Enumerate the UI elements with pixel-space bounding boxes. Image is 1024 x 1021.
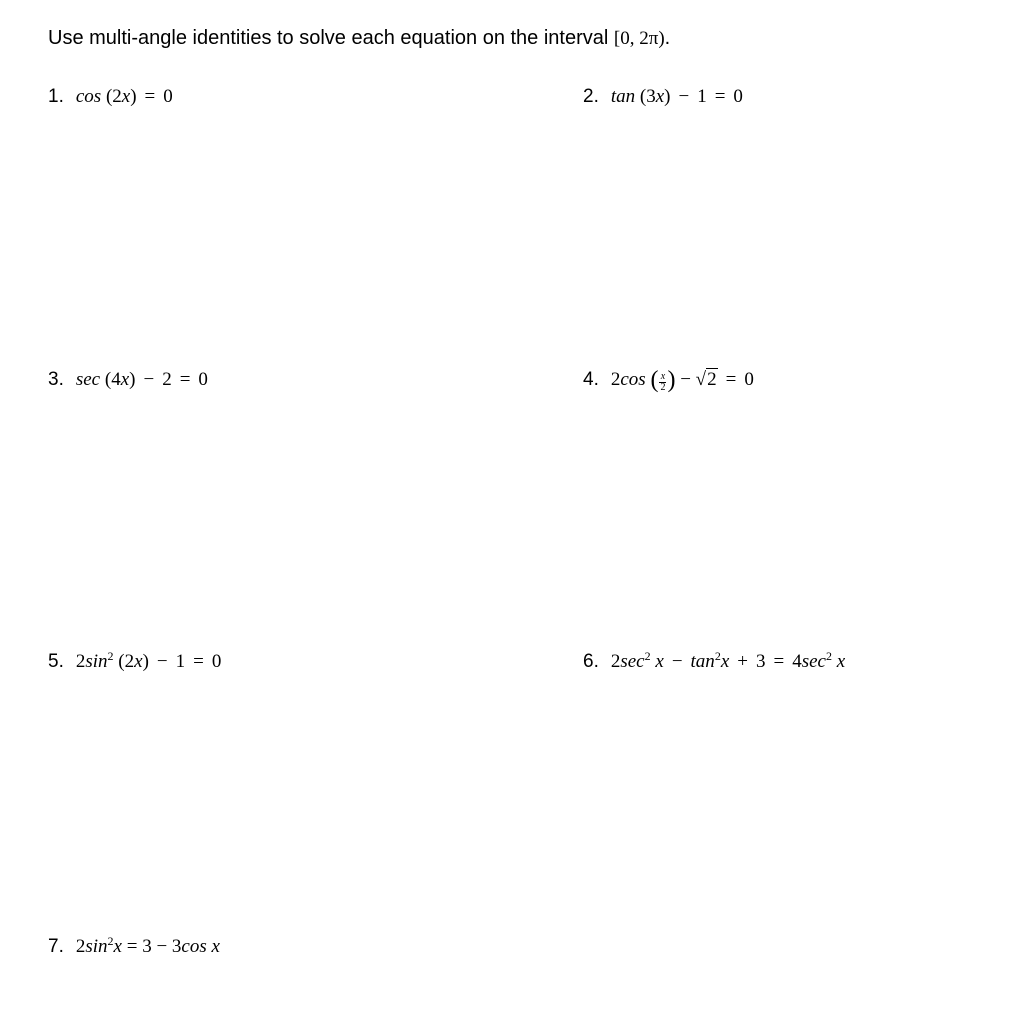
- interval: [0, 2π): [613, 28, 665, 49]
- var-x: x: [836, 651, 846, 672]
- paren-open: (: [650, 367, 659, 393]
- paren-close: ): [667, 367, 676, 393]
- problem-number: 3.: [48, 369, 64, 390]
- equals: =: [126, 936, 138, 957]
- var-x: x: [720, 651, 730, 672]
- instruction-text: Use multi-angle identities to solve each equation on the interval: [48, 27, 609, 49]
- minus: −: [671, 651, 683, 672]
- rhs: 0: [733, 86, 743, 107]
- problem-3: [48, 367, 208, 393]
- minus: −: [156, 651, 168, 672]
- radical-sign: √: [695, 369, 707, 390]
- equation: [611, 86, 743, 107]
- rhs: 0: [744, 369, 754, 390]
- equals: =: [193, 651, 204, 672]
- term: 3: [142, 936, 152, 957]
- radicand: 2: [707, 369, 717, 390]
- problem-1: [48, 84, 173, 110]
- problem-number: 2.: [583, 86, 599, 107]
- var-x: x: [211, 936, 220, 957]
- equals: =: [773, 651, 785, 672]
- paren-close: ): [142, 651, 149, 672]
- equation: [76, 369, 208, 390]
- coef: 2: [75, 936, 86, 957]
- var-x: x: [121, 86, 131, 107]
- coef: 2: [610, 651, 621, 672]
- exponent: 2: [107, 649, 114, 663]
- term: 1: [175, 651, 186, 672]
- func-tan: tan: [610, 86, 636, 107]
- exponent: 2: [714, 649, 721, 663]
- rhs: 0: [198, 369, 208, 390]
- problem-5: [48, 649, 221, 675]
- equals: =: [179, 369, 191, 390]
- exponent: 2: [644, 649, 651, 663]
- minus: −: [678, 86, 690, 107]
- problem-6: [583, 649, 845, 675]
- numerator: x: [660, 371, 666, 382]
- arg-coef: (2: [118, 651, 135, 672]
- problem-7: [48, 934, 220, 960]
- func-sec: sec: [620, 651, 645, 672]
- func-sin: sin: [85, 936, 108, 957]
- arg-coef: (3: [639, 86, 656, 107]
- equals: =: [725, 369, 737, 390]
- rhs: 0: [163, 86, 173, 107]
- var-x: x: [655, 651, 664, 672]
- problem-number: 5.: [48, 651, 64, 672]
- problem-4: [583, 367, 754, 393]
- equals: =: [714, 86, 726, 107]
- equation: [76, 86, 173, 107]
- fraction-x-over-2: [659, 372, 666, 393]
- coef: 4: [792, 651, 802, 672]
- rhs: 0: [211, 651, 222, 672]
- var-x: x: [120, 369, 130, 390]
- exponent: 2: [107, 934, 114, 948]
- denominator: 2: [660, 382, 666, 393]
- func-cos: cos: [181, 936, 207, 957]
- problem-number: 7.: [48, 936, 64, 957]
- func-cos: cos: [75, 86, 102, 107]
- instruction-period: .: [664, 27, 671, 49]
- minus: −: [680, 369, 691, 390]
- equals: =: [144, 86, 156, 107]
- term: 2: [162, 369, 172, 390]
- coef: 2: [610, 369, 621, 390]
- func-sec: sec: [75, 369, 101, 390]
- term: 1: [697, 86, 707, 107]
- instructions: [48, 25, 670, 52]
- equation: [610, 367, 754, 393]
- equation: [76, 936, 220, 957]
- minus: −: [156, 936, 168, 957]
- sqrt-2: [696, 369, 718, 390]
- coef: 2: [75, 651, 86, 672]
- coef: 3: [171, 936, 182, 957]
- exponent: 2: [825, 649, 832, 663]
- paren-close: ): [664, 86, 671, 107]
- arg-coef: (2: [105, 86, 122, 107]
- problem-2: [583, 84, 743, 110]
- var-x: x: [113, 936, 122, 957]
- equation: [76, 651, 221, 672]
- problem-number: 6.: [583, 651, 599, 672]
- minus: −: [143, 369, 155, 390]
- func-sin: sin: [85, 651, 108, 672]
- paren-close: ): [130, 86, 137, 107]
- paren-close: ): [129, 369, 136, 390]
- func-sec: sec: [801, 651, 826, 672]
- var-x: x: [655, 86, 665, 107]
- var-x: x: [134, 651, 143, 672]
- problem-number: 1.: [48, 86, 64, 107]
- problem-number: 4.: [583, 369, 599, 390]
- term: 3: [755, 651, 766, 672]
- equation: [611, 651, 845, 672]
- plus: +: [737, 651, 748, 672]
- arg-coef: (4: [104, 369, 121, 390]
- func-tan: tan: [690, 651, 715, 672]
- func-cos: cos: [620, 369, 646, 390]
